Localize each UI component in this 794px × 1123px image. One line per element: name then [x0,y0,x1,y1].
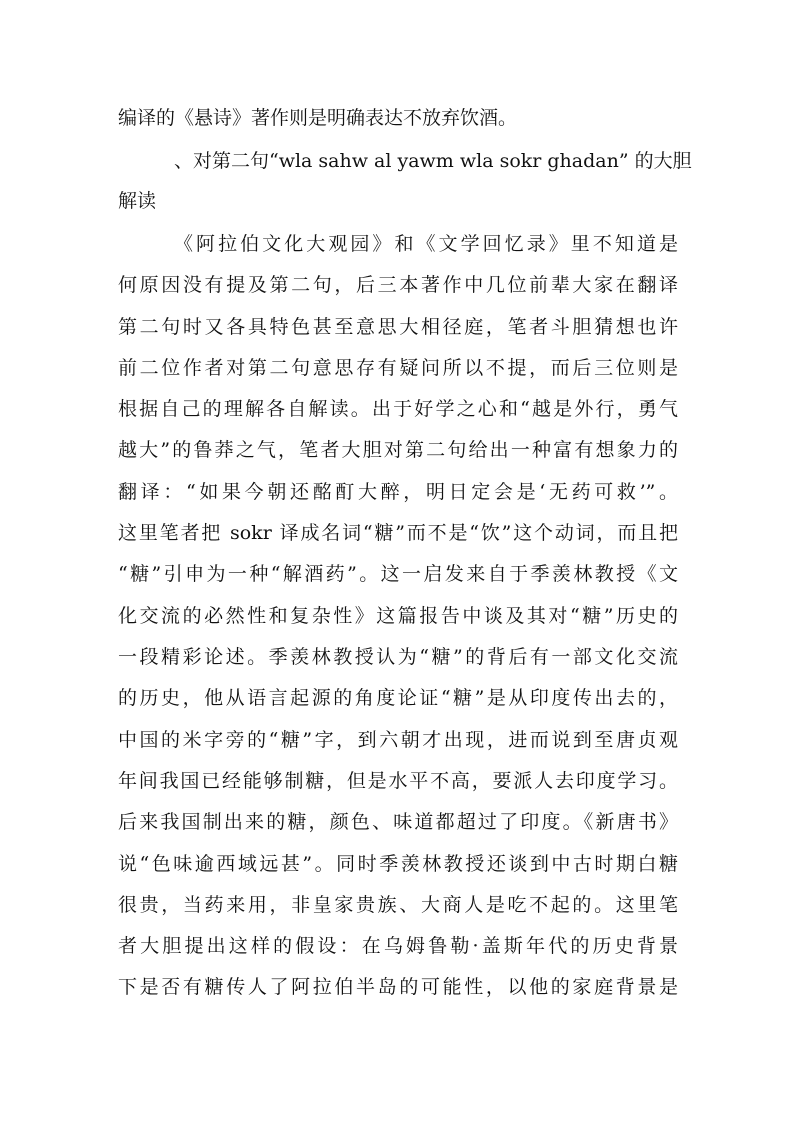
text-line: 根据自己的理解各自解读。出于好学之心和“越是外行，勇气 [118,398,678,420]
text-line: 一段精彩论述。季羡林教授认为“糖”的背后有一部文化交流 [118,646,678,668]
text-line: 越大”的鲁莽之气，笔者大胆对第二句给出一种富有想象力的 [118,439,678,461]
text-line: 这里笔者把 sokr 译成名词“糖”而不是“饮”这个动词，而且把 [118,522,678,544]
section-heading-line: 、对第二句“wla sahw al yawm wla sokr ghadan” 的大胆 [174,150,692,172]
text-line: 很贵，当药来用，非皇家贵族、大商人是吃不起的。这里笔 [118,894,678,916]
text-line: 第二句时又各具特色甚至意思大相径庭，笔者斗胆猜想也许 [118,316,678,338]
text-line: 翻译：“如果今朝还酩酊大醉，明日定会是‘无药可救’”。 [118,481,678,503]
text-line: 化交流的必然性和复杂性》这篇报告中谈及其对“糖”历史的 [118,605,678,627]
text-line: “糖”引申为一种“解酒药”。这一启发来自于季羡林教授《文 [118,563,678,585]
text-line: 年间我国已经能够制糖，但是水平不高，要派人去印度学习。 [118,770,678,792]
section-heading-line: 解读 [118,190,157,212]
text-line: 编译的《悬诗》著作则是明确表达不放弃饮酒。 [118,107,518,129]
text-line: 何原因没有提及第二句，后三本著作中几位前辈大家在翻译 [118,274,678,296]
text-line: 《阿拉伯文化大观园》和《文学回忆录》里不知道是 [174,233,678,255]
text-line: 下是否有糖传人了阿拉伯半岛的可能性，以他的家庭背景是 [118,976,678,998]
text-line: 者大胆提出这样的假设：在乌姆鲁勒·盖斯年代的历史背景 [118,935,678,957]
text-line: 前二位作者对第二句意思存有疑问所以不提，而后三位则是 [118,357,678,379]
text-line: 说“色味逾西域远甚”。同时季羡林教授还谈到中古时期白糖 [118,853,678,875]
text-line: 的历史，他从语言起源的角度论证“糖”是从印度传出去的， [118,687,678,709]
text-line: 中国的米字旁的“糖”字，到六朝才出现，进而说到至唐贞观 [118,729,678,751]
text-line: 后来我国制出来的糖，颜色、味道都超过了印度。《新唐书》 [118,811,678,833]
